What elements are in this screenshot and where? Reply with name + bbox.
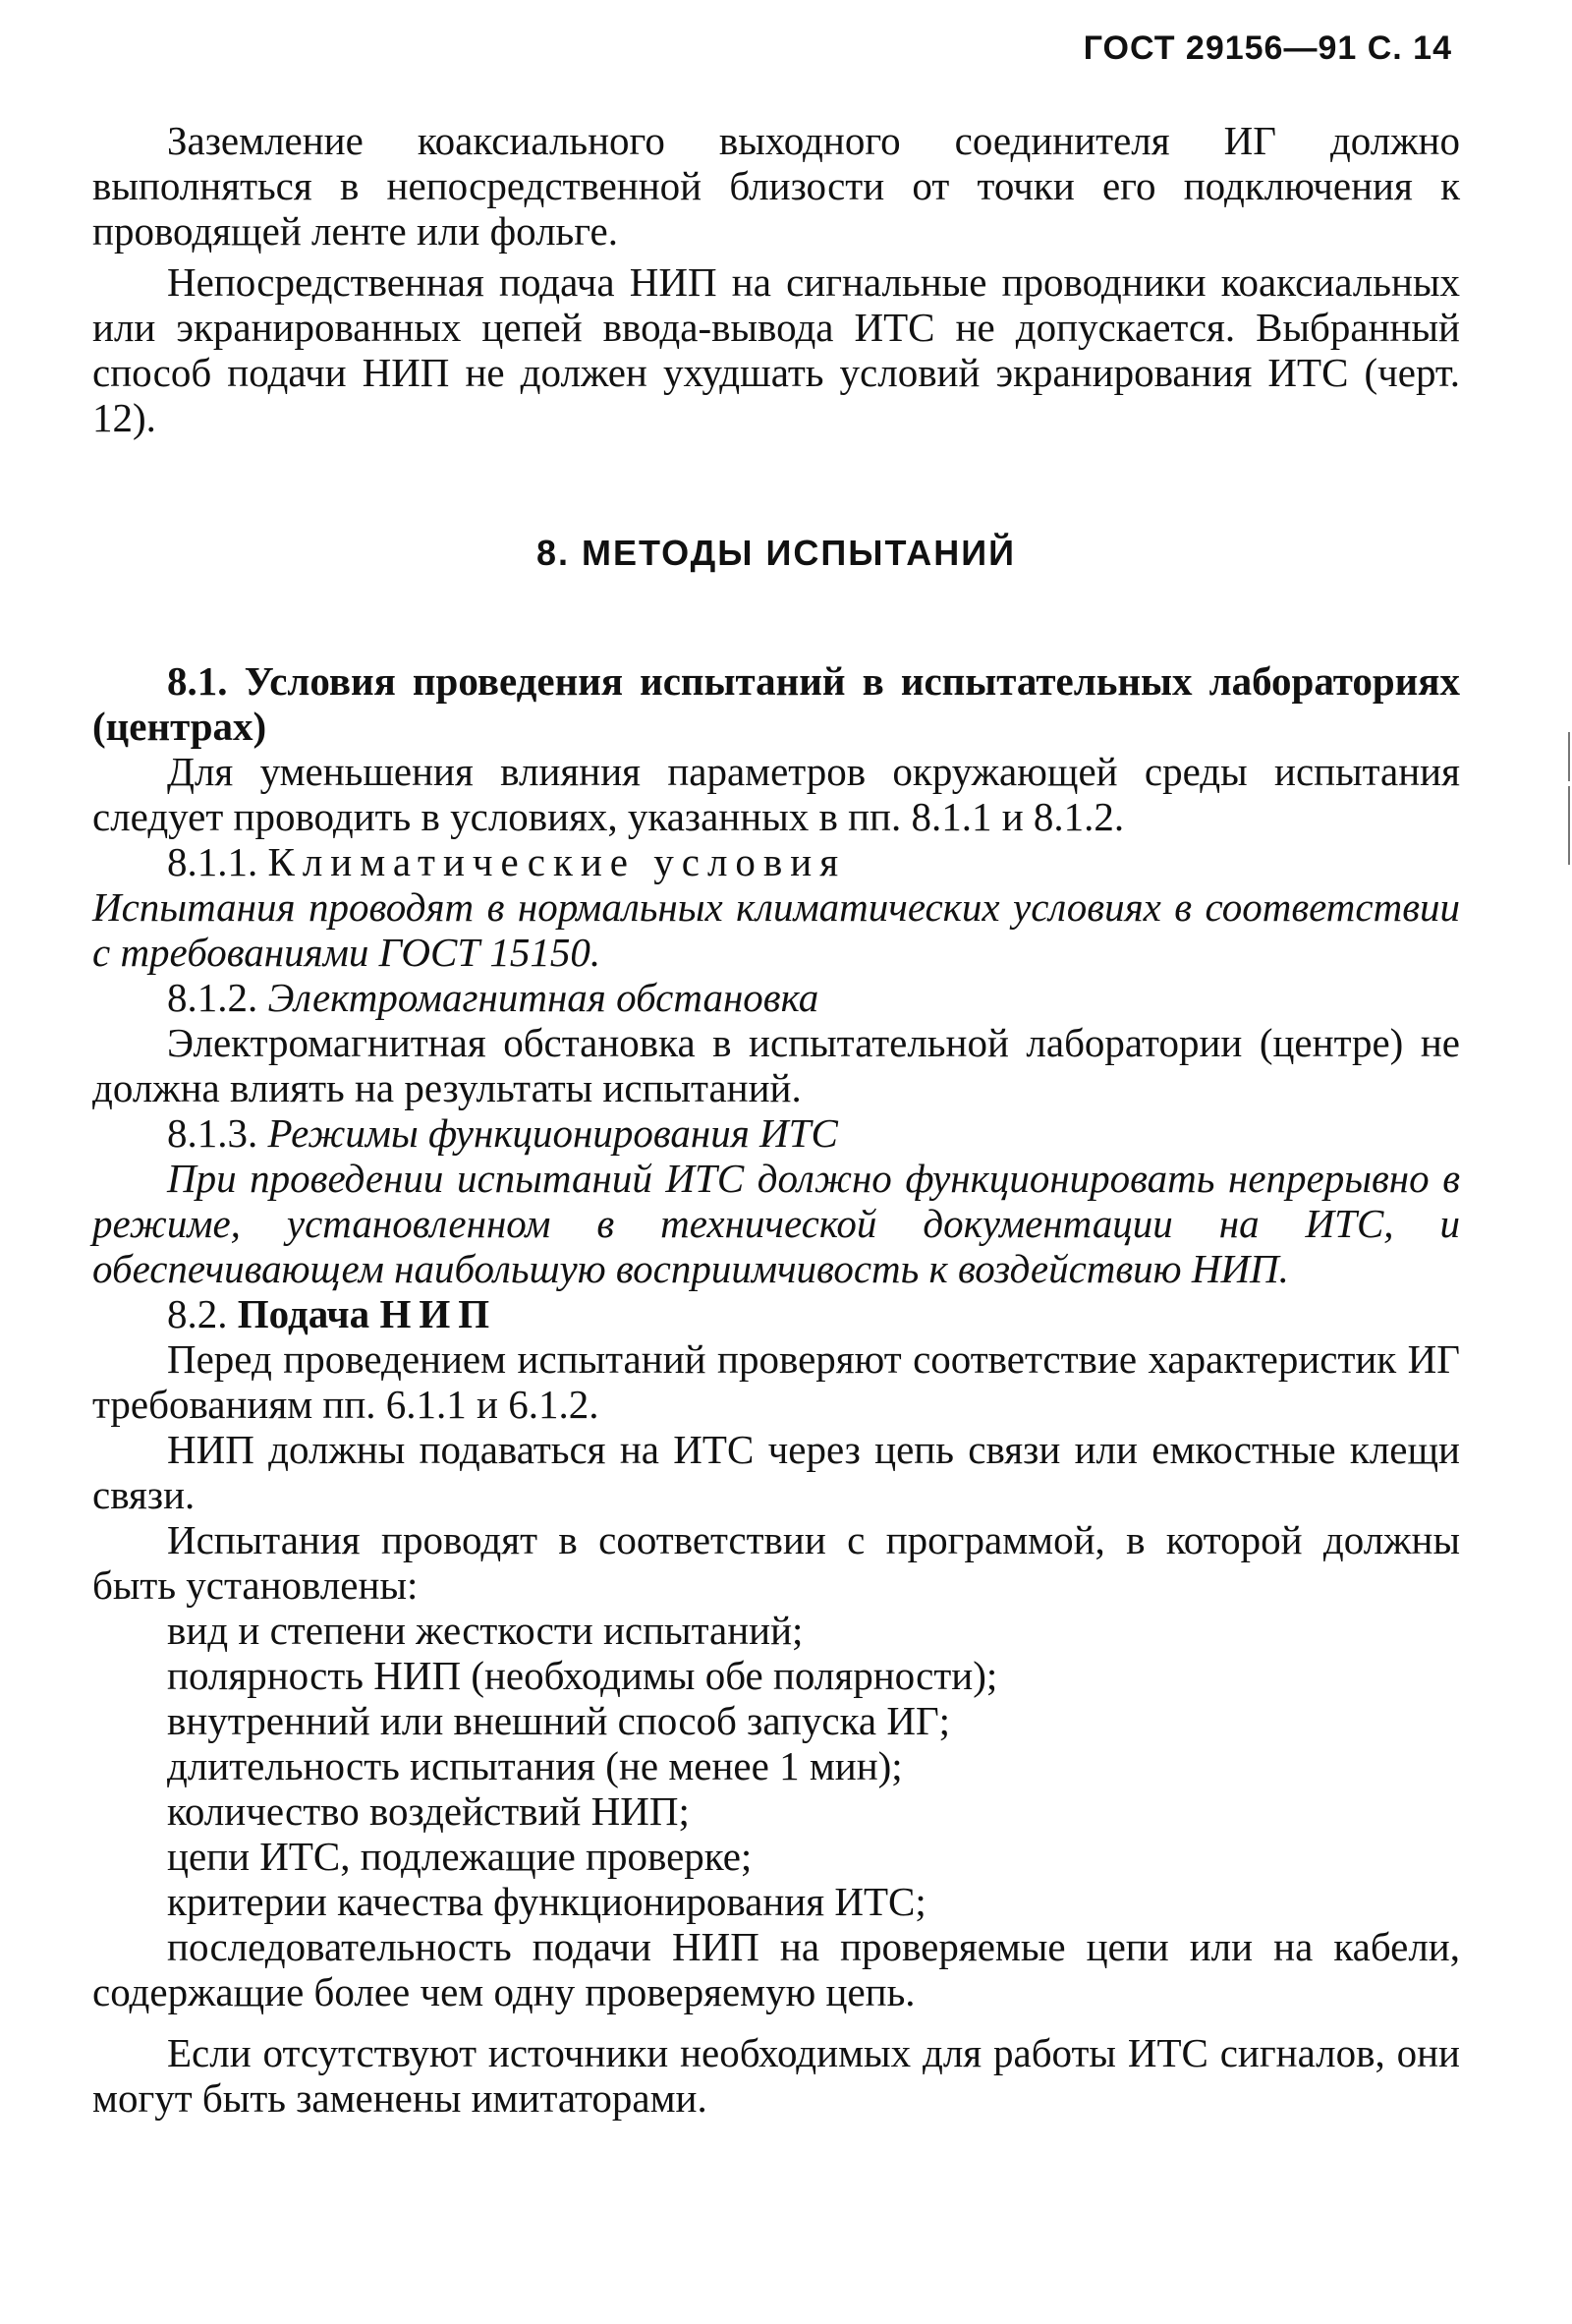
list-item: вид и степени жесткости испытаний; <box>167 1608 804 1653</box>
paragraph-grounding: Заземление коаксиального выходного соединителя ИГ должно выполняться в непосредственной близости от точки его подключения к проводящей ленте или фольге. <box>92 118 1460 254</box>
subsection-8-2-paragraph: Перед проведением испытаний проверяют соответствие характеристик ИГ требованиям пп. 6.1.1 и 6.1.2. <box>92 1336 1460 1427</box>
subsection-8-2-number: 8.2. <box>167 1291 228 1336</box>
closing-paragraph: Если отсутствуют источники необходимых для работы ИТС сигналов, они могут быть заменены имитаторами. <box>92 2030 1460 2121</box>
subsection-8-1-1-title: Климатические условия <box>267 839 847 884</box>
subsection-8-1-1-number: 8.1.1. <box>167 839 258 884</box>
subsection-8-1-3-heading <box>92 1110 1460 1156</box>
list-item: критерии качества функционирования ИТС; <box>167 1879 926 1924</box>
subsection-8-1-3-title: Режимы функционирования ИТС <box>267 1110 838 1156</box>
list-item: внутренний или внешний способ запуска ИГ; <box>167 1698 951 1743</box>
subsection-8-1-1-heading <box>92 839 1460 884</box>
subsection-8-2-paragraph: НИП должны подаваться на ИТС через цепь связи или емкостные клещи связи. <box>92 1427 1460 1517</box>
list-item: длительность испытания (не менее 1 мин); <box>167 1743 903 1788</box>
subsection-8-2-title-abbr: НИП <box>379 1291 498 1336</box>
section-title: 8. МЕТОДЫ ИСПЫТАНИЙ <box>536 533 1016 573</box>
subsection-8-1-2-heading <box>92 975 1460 1020</box>
subsection-8-2-paragraph: Испытания проводят в соответствии с программой, в которой должны быть установлены: <box>92 1517 1460 1608</box>
list-item: цепи ИТС, подлежащие проверке; <box>167 1834 753 1879</box>
page-header: ГОСТ 29156—91 С. 14 <box>1083 29 1452 67</box>
list-item: количество воздействий НИП; <box>167 1788 690 1834</box>
subsection-8-1-3-text: При проведении испытаний ИТС должно функционировать непрерывно в режиме, установленном в технической документации на ИТС, и обеспечивающем наибольшую восприимчивость к воздействию НИП. <box>92 1156 1460 1291</box>
list-item: последовательность подачи НИП на проверяемые цепи или на кабели, содержащие более чем одну проверяемую цепь. <box>92 1924 1460 2014</box>
subsection-8-1-text: Для уменьшения влияния параметров окружающей среды испытания следует проводить в условиях, указанных в пп. 8.1.1 и 8.1.2. <box>92 749 1460 839</box>
margin-scan-mark <box>1568 786 1570 865</box>
subsection-8-1-2-number: 8.1.2. <box>167 975 258 1020</box>
subsection-8-1-3-number: 8.1.3. <box>167 1110 258 1156</box>
subsection-8-1-2-text: Электромагнитная обстановка в испытательной лаборатории (центре) не должна влиять на результаты испытаний. <box>92 1020 1460 1110</box>
list-item: полярность НИП (необходимы обе полярности); <box>167 1653 998 1698</box>
margin-scan-mark <box>1568 732 1570 781</box>
test-program-list <box>92 1608 1460 2014</box>
subsection-8-1-2-title: Электромагнитная обстановка <box>267 975 819 1020</box>
paragraph-direct-supply: Непосредственная подача НИП на сигнальные проводники коаксиальных или экранированных цепей ввода-вывода ИТС не допускается. Выбранный способ подачи НИП не должен ухудшать условий экранирования ИТС (черт. 12). <box>92 259 1460 440</box>
subsection-8-2-title: Подача <box>237 1291 370 1336</box>
page-content <box>92 118 1460 2121</box>
subsection-8-2-heading <box>92 1291 1460 1336</box>
subsection-8-1-heading: 8.1. Условия проведения испытаний в испытательных лабораториях (центрах) <box>92 658 1460 749</box>
subsection-8-1-1-text: Испытания проводят в нормальных климатических условиях в соответствии с требованиями ГОСТ 15150. <box>92 884 1460 975</box>
